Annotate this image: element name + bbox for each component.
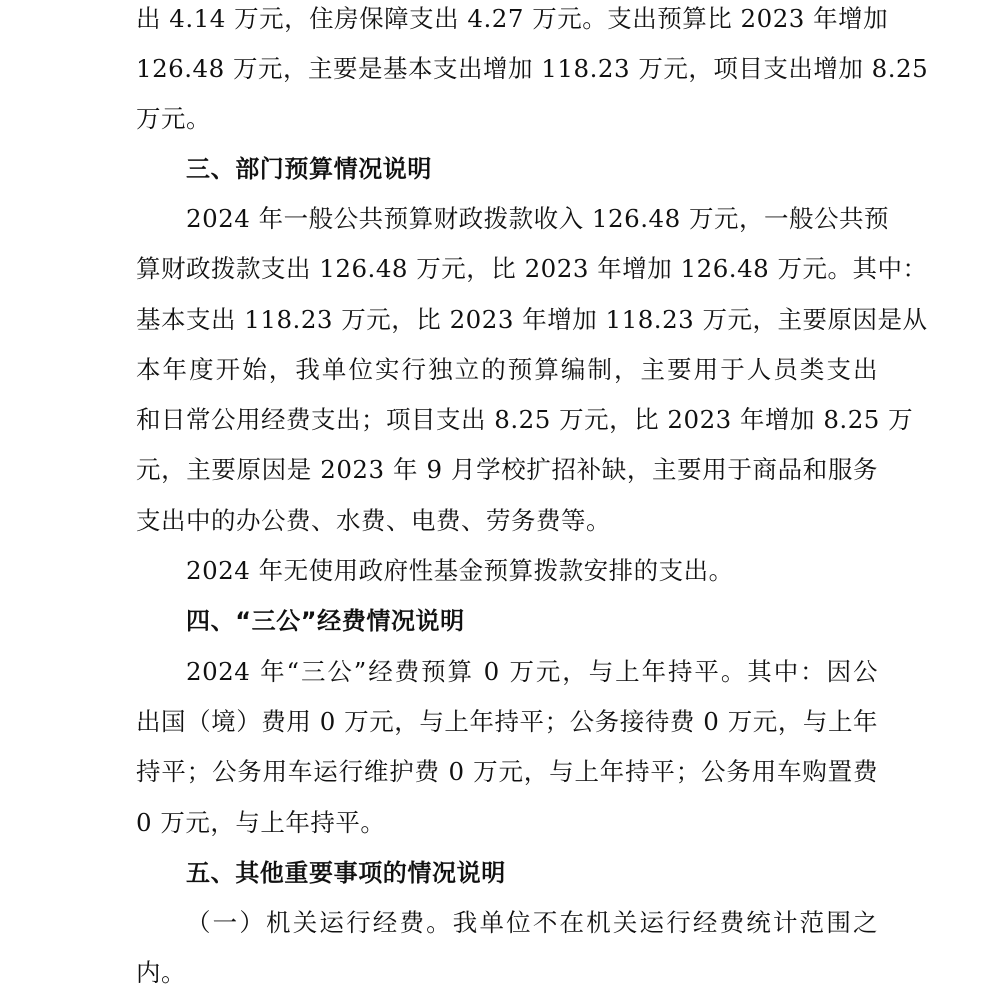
body-text-line: 126.48 万元，主要是基本支出增加 118.23 万元，项目支出增加 8.25: [136, 54, 929, 83]
body-text-line: 和日常公用经费支出；项目支出 8.25 万元，比 2023 年增加 8.25 万: [136, 405, 914, 434]
body-text-line: 算财政拨款支出 126.48 万元，比 2023 年增加 126.48 万元。其中：: [136, 254, 928, 283]
body-text-line: 2024 年无使用政府性基金预算拨款安排的支出。: [186, 556, 734, 585]
section-heading-three-public-expenses: 四、“三公”经费情况说明: [186, 607, 465, 635]
body-text-line: 内。: [136, 958, 186, 987]
body-text-line: 2024 年“三公”经费预算 0 万元，与上年持平。其中：因公: [186, 657, 878, 686]
section-heading-department-budget: 三、部门预算情况说明: [186, 155, 432, 183]
section-heading-other-matters: 五、其他重要事项的情况说明: [186, 859, 506, 887]
body-text-line: （一）机关运行经费。我单位不在机关运行经费统计范围之: [186, 908, 878, 937]
body-text-line: 出国（境）费用 0 万元，与上年持平；公务接待费 0 万元，与上年: [136, 707, 878, 736]
body-text-line: 0 万元，与上年持平。: [136, 808, 386, 837]
body-text-line: 持平；公务用车运行维护费 0 万元，与上年持平；公务用车购置费: [136, 757, 878, 786]
body-text-line: 支出中的办公费、水费、电费、劳务费等。: [136, 506, 611, 535]
body-text-line: 2024 年一般公共预算财政拨款收入 126.48 万元，一般公共预: [186, 204, 889, 233]
body-text-line: 出 4.14 万元，住房保障支出 4.27 万元。支出预算比 2023 年增加: [136, 4, 889, 33]
body-text-line: 万元。: [136, 104, 211, 133]
body-text-line: 本年度开始，我单位实行独立的预算编制，主要用于人员类支出: [136, 355, 878, 384]
body-text-line: 元，主要原因是 2023 年 9 月学校扩招补缺，主要用于商品和服务: [136, 455, 878, 484]
body-text-line: 基本支出 118.23 万元，比 2023 年增加 118.23 万元，主要原因是从: [136, 305, 928, 334]
